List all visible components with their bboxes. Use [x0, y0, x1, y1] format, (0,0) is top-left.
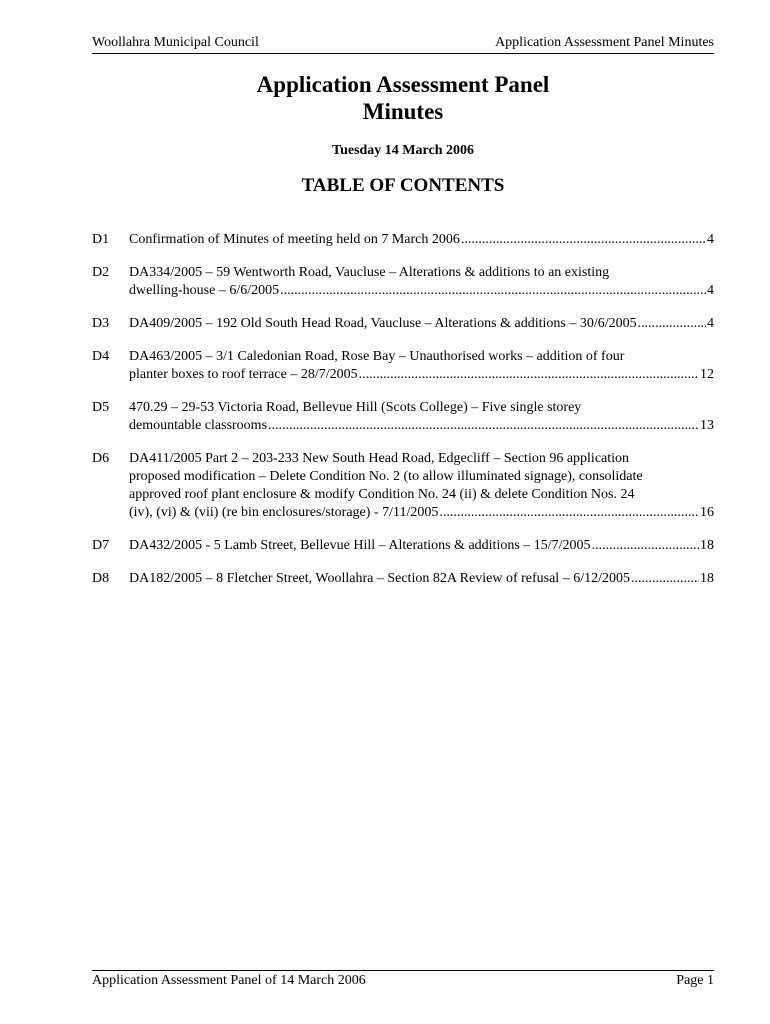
toc-entry-body [129, 264, 714, 300]
dot-leader [592, 537, 699, 555]
table-of-contents [92, 231, 714, 603]
toc-entry-page-number: 18 [700, 538, 714, 553]
toc-entry-page-number: 18 [700, 571, 714, 586]
toc-entry-last-line [129, 504, 714, 522]
toc-entry-last-line [129, 231, 714, 249]
running-header [92, 33, 714, 54]
title-line-1: Application Assessment Panel [256, 72, 550, 97]
toc-entry-text-line: DA182/2005 – 8 Fletcher Street, Woollahra – Section 82A Review of refusal – 6/12/2005 [129, 571, 630, 586]
toc-entry-last-line [129, 315, 714, 333]
toc-entry-text-line: planter boxes to roof terrace – 28/7/2005 [129, 367, 358, 382]
toc-entry-page-number: 16 [700, 505, 714, 520]
dot-leader [280, 282, 706, 300]
toc-entry-last-line [129, 366, 714, 384]
toc-entry-code: D5 [92, 400, 110, 415]
toc-entry-text-line: Confirmation of Minutes of meeting held on 7 March 2006 [129, 232, 460, 247]
toc-entry-text-line: DA463/2005 – 3/1 Caledonian Road, Rose Bay – Unauthorised works – addition of four [129, 349, 625, 364]
toc-entry[interactable] [92, 348, 714, 384]
toc-entry-text-line: (iv), (vi) & (vii) (re bin enclosures/storage) - 7/11/2005 [129, 505, 439, 520]
toc-entry-code: D6 [92, 451, 110, 466]
toc-entry[interactable] [92, 231, 714, 249]
meeting-date: Tuesday 14 March 2006 [332, 143, 474, 158]
dot-leader [461, 231, 706, 249]
toc-entry-page-number: 4 [707, 283, 714, 298]
toc-entry-body [129, 348, 714, 384]
running-footer [92, 970, 714, 991]
toc-entry-text-line: demountable classrooms [129, 418, 268, 433]
toc-entry-body [129, 570, 714, 588]
toc-entry-last-line [129, 417, 714, 435]
header-document-title: Application Assessment Panel Minutes [495, 35, 714, 50]
toc-entry-last-line [129, 282, 714, 300]
footer-meeting-label: Application Assessment Panel of 14 March 2006 [92, 973, 366, 988]
toc-entry-text-line: approved roof plant enclosure & modify Condition No. 24 (ii) & delete Condition Nos. 24 [129, 487, 635, 502]
toc-entry-body [129, 315, 714, 333]
toc-entry-text-line: 470.29 – 29-53 Victoria Road, Bellevue Hill (Scots College) – Five single storey [129, 400, 582, 415]
toc-entry[interactable] [92, 450, 714, 522]
toc-entry-last-line [129, 537, 714, 555]
toc-entry-body [129, 399, 714, 435]
toc-entry-page-number: 4 [707, 316, 714, 331]
toc-entry-text-line: DA432/2005 - 5 Lamb Street, Bellevue Hill – Alterations & additions – 15/7/2005 [129, 538, 591, 553]
toc-entry[interactable] [92, 399, 714, 435]
toc-entry-code: D3 [92, 316, 110, 331]
toc-entry[interactable] [92, 315, 714, 333]
dot-leader [638, 315, 706, 333]
toc-entry-page-number: 13 [700, 418, 714, 433]
footer-page-number: Page 1 [676, 973, 714, 988]
toc-entry-code: D8 [92, 571, 110, 586]
dot-leader [268, 417, 699, 435]
toc-entry-code: D2 [92, 265, 110, 280]
toc-entry-text-line: DA409/2005 – 192 Old South Head Road, Vaucluse – Alterations & additions – 30/6/2005 [129, 316, 637, 331]
toc-entry-body [129, 537, 714, 555]
page-title [92, 71, 714, 125]
dot-leader [359, 366, 699, 384]
toc-entry[interactable] [92, 570, 714, 588]
dot-leader [631, 570, 699, 588]
toc-heading: TABLE OF CONTENTS [301, 175, 505, 196]
toc-entry-body [129, 450, 714, 522]
toc-entry-text-line: proposed modification – Delete Condition No. 2 (to allow illuminated signage), consolidate [129, 469, 643, 484]
toc-entry-code: D7 [92, 538, 110, 553]
header-council-name: Woollahra Municipal Council [92, 35, 259, 50]
toc-entry-last-line [129, 570, 714, 588]
toc-entry-page-number: 12 [700, 367, 714, 382]
toc-entry[interactable] [92, 264, 714, 300]
toc-entry-text-line: DA411/2005 Part 2 – 203-233 New South Head Road, Edgecliff – Section 96 application [129, 451, 630, 466]
dot-leader [439, 504, 699, 522]
toc-entry[interactable] [92, 537, 714, 555]
toc-entry-text-line: DA334/2005 – 59 Wentworth Road, Vaucluse – Alterations & additions to an existing [129, 265, 610, 280]
toc-entry-body [129, 231, 714, 249]
toc-entry-text-line: dwelling-house – 6/6/2005 [129, 283, 280, 298]
toc-entry-page-number: 4 [707, 232, 714, 247]
title-line-2: Minutes [362, 99, 444, 124]
toc-entry-code: D4 [92, 349, 110, 364]
toc-entry-code: D1 [92, 232, 110, 247]
